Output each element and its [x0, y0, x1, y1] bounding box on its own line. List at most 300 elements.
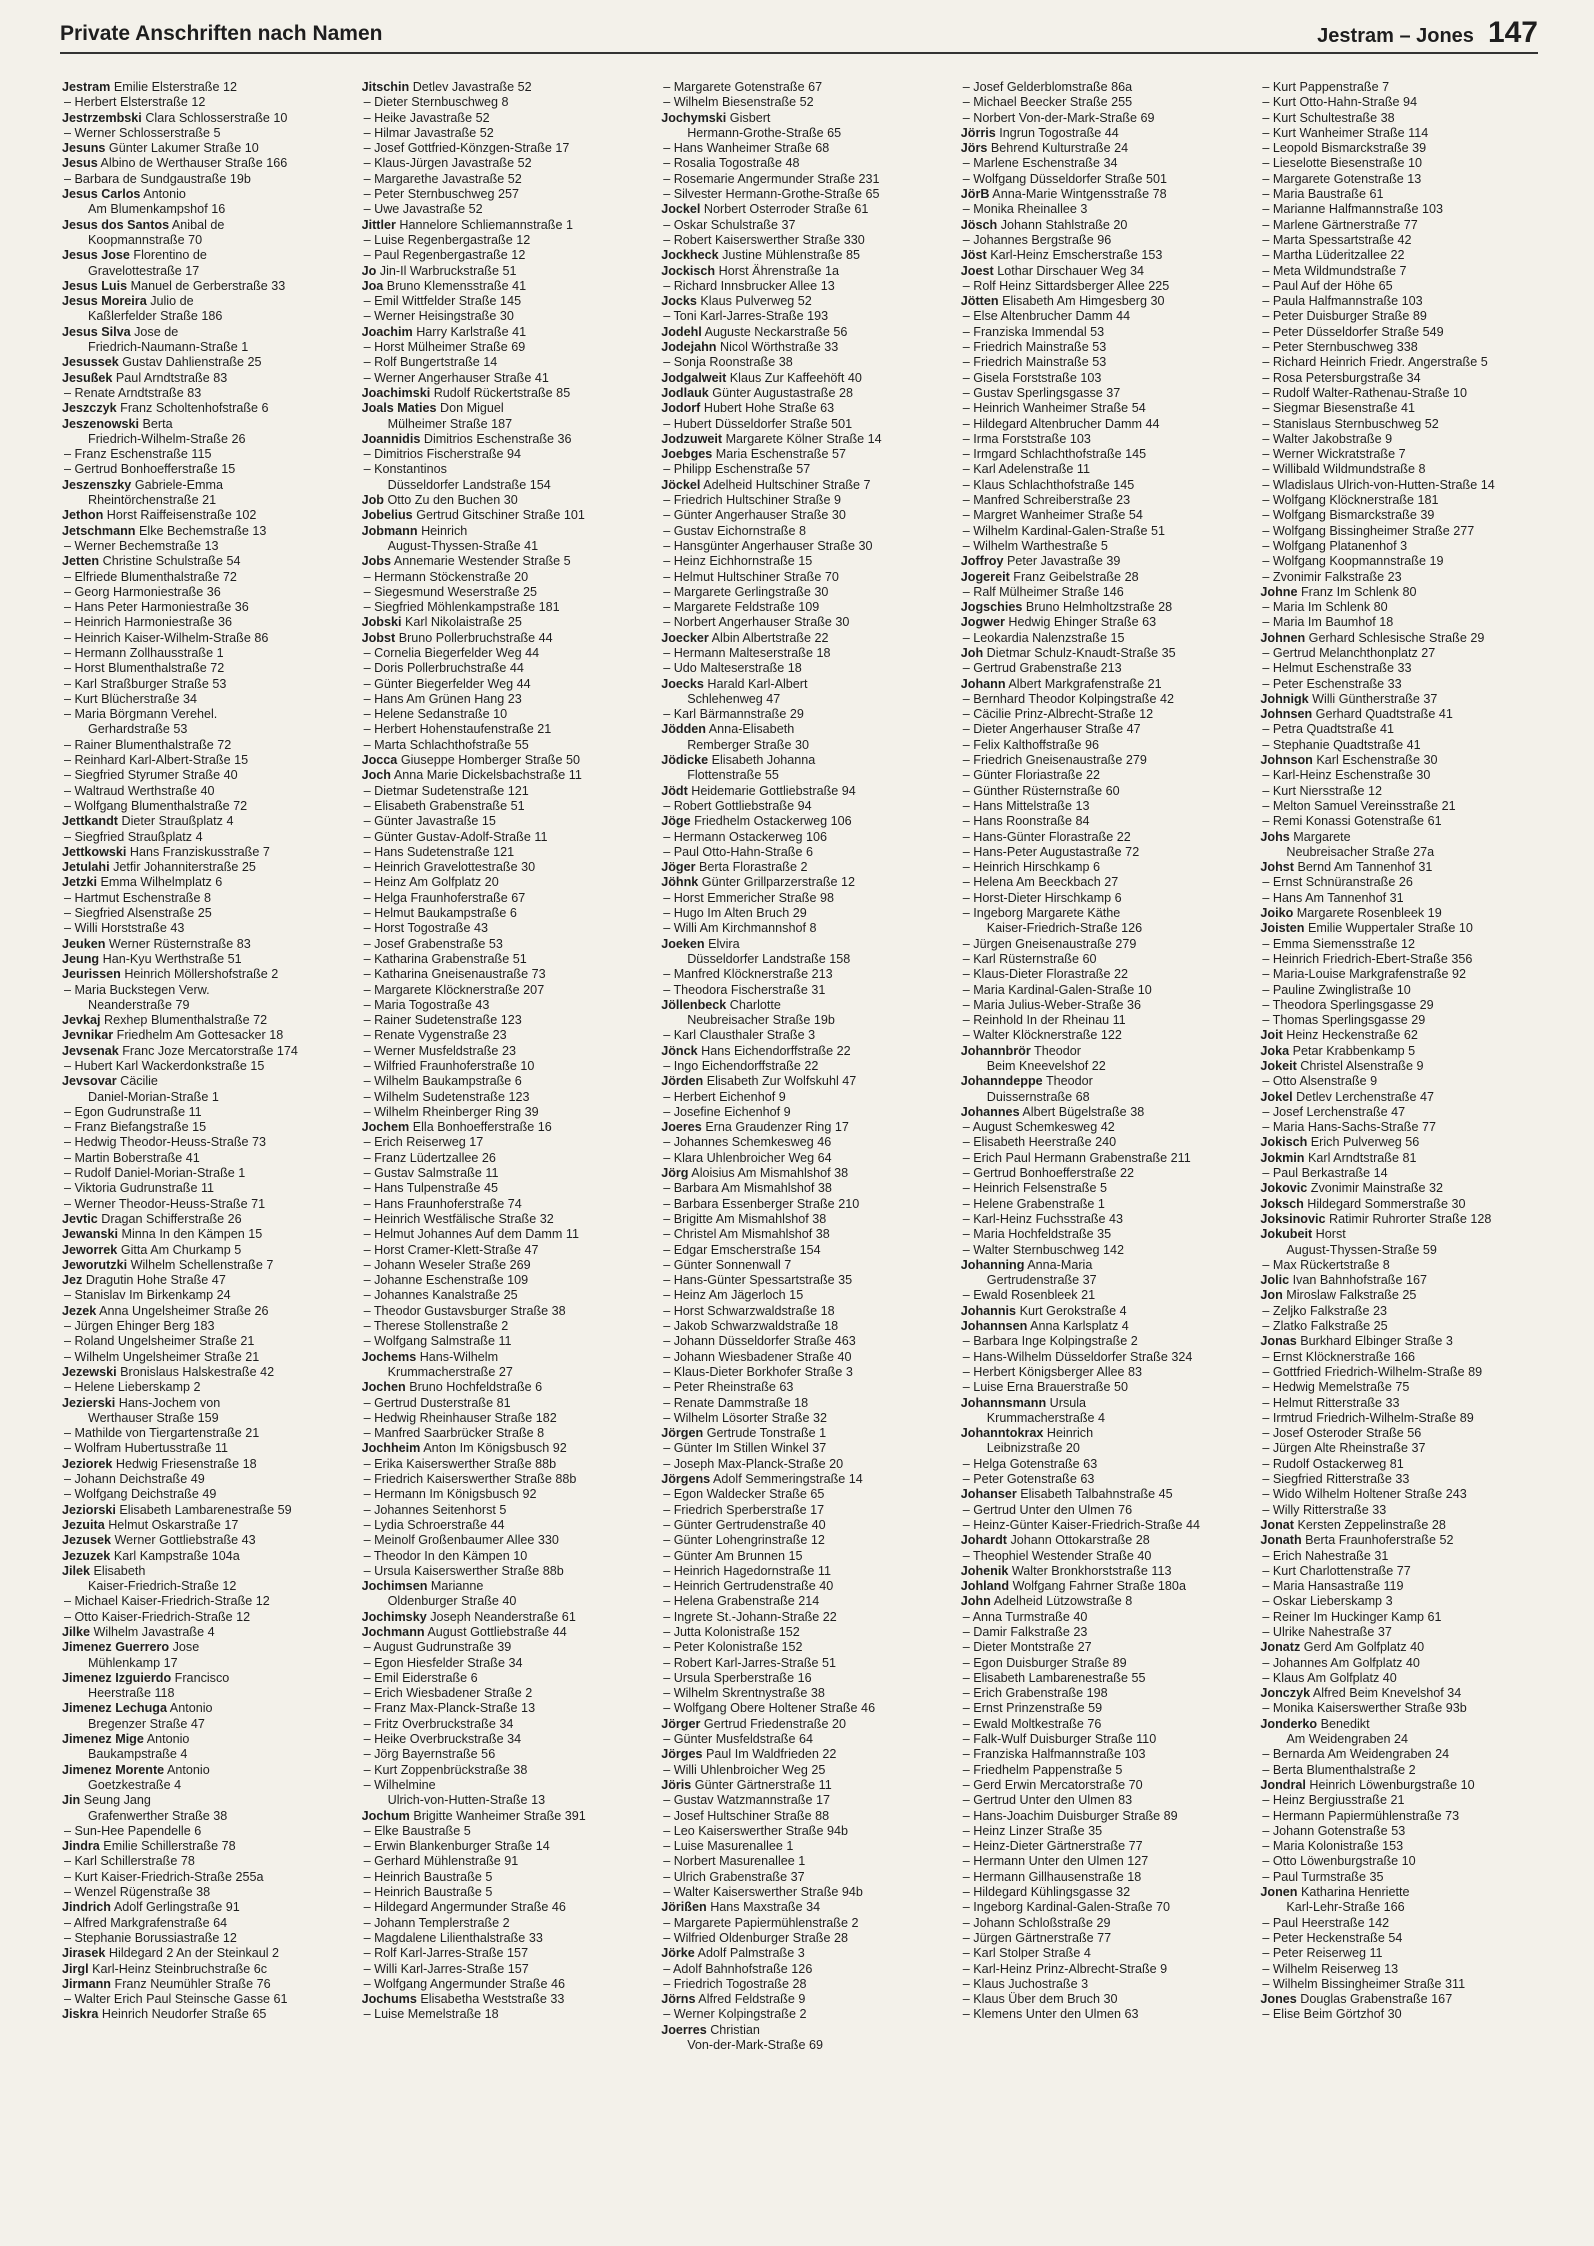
listing-entry: [62, 340, 344, 355]
entry-text: – Friedrich Kaiserswerther Straße 88b: [363, 1472, 577, 1487]
listing-entry: [661, 1656, 943, 1671]
listing-entry: [62, 1151, 344, 1166]
listing-entry: [661, 1028, 943, 1043]
entry-text: – Erich Grabenstraße 198: [962, 1686, 1108, 1701]
listing-entry: [961, 1671, 1243, 1686]
listing-entry: [62, 1380, 344, 1395]
entry-text: – Werner Schlosserstraße 5: [64, 125, 221, 140]
listing-entry: [362, 294, 644, 309]
entry-text: Helmut Oskarstraße 17: [108, 1517, 239, 1532]
listing-entry: [961, 1258, 1243, 1273]
entry-text: – Lydia Schroerstraße 44: [363, 1517, 505, 1532]
listing-entry: [362, 799, 644, 814]
entry-text: – Maria Togostraße 43: [363, 997, 490, 1012]
listing-entry: [1260, 615, 1542, 630]
listing-entry: [1260, 1227, 1542, 1242]
listing-entry: [961, 1701, 1243, 1716]
listing-entry: [961, 1594, 1243, 1609]
listing-entry: [62, 248, 344, 263]
listing-entry: [661, 2023, 943, 2038]
entry-text: – Hermann Stöckenstraße 20: [363, 569, 529, 584]
entry-text: – Ernst Schnüranstraße 26: [1262, 875, 1413, 890]
surname: Jones: [1260, 1992, 1297, 2007]
listing-entry: [362, 1334, 644, 1349]
listing-entry: [1260, 1288, 1542, 1303]
entry-text: Christian: [710, 2022, 760, 2037]
entry-text: – Karl Schillerstraße 78: [64, 1854, 195, 1869]
listing-entry: [961, 1732, 1243, 1747]
listing-entry: [62, 1350, 344, 1365]
listing-entry: [62, 126, 344, 141]
entry-text: Friedhelm Am Gottesacker 18: [116, 1028, 284, 1043]
listing-entry: [961, 1380, 1243, 1395]
listing-entry: [661, 661, 943, 676]
entry-text: Hubert Hohe Straße 63: [703, 401, 835, 416]
entry-text: August-Thyssen-Straße 41: [387, 538, 539, 553]
entry-text: Günter Gärtnerstraße 11: [694, 1777, 832, 1792]
entry-text: Christel Alsenstraße 9: [1300, 1059, 1424, 1073]
entry-text: Gustav Dahlienstraße 25: [122, 355, 262, 370]
listing-entry: [661, 1166, 943, 1181]
entry-text: Franz Neumühler Straße 76: [114, 1976, 271, 1991]
entry-text: – Anna Turmstraße 40: [962, 1609, 1088, 1624]
surname: Jogwer: [960, 615, 1005, 630]
listing-entry: [62, 585, 344, 600]
listing-entry: [661, 1105, 943, 1120]
surname: Jezewski: [62, 1364, 117, 1379]
entry-text: – Peter Duisburger Straße 89: [1262, 309, 1427, 324]
listing-entry: [362, 1946, 644, 1961]
page-number: 147: [1487, 16, 1538, 49]
listing-entry: [362, 218, 644, 233]
surname: Johardt: [960, 1533, 1007, 1548]
surname: Jöckel: [661, 477, 701, 492]
listing-entry: [362, 1992, 644, 2007]
entry-text: Karl Kampstraße 104a: [113, 1548, 240, 1563]
listing-entry: [62, 386, 344, 401]
entry-text: – Norbert Von-der-Mark-Straße 69: [962, 110, 1155, 125]
entry-text: Harry Karlstraße 41: [416, 324, 527, 339]
entry-text: – Klaus-Dieter Borkhofer Straße 3: [663, 1364, 853, 1379]
listing-entry: [661, 1640, 943, 1655]
surname: Jez: [62, 1273, 83, 1288]
listing-entry: [661, 539, 943, 554]
entry-text: – Walter Kaiserswerther Straße 94b: [663, 1885, 863, 1900]
column-2: [362, 80, 644, 2230]
listing-entry: [961, 845, 1243, 860]
surname: Jevsovar: [62, 1074, 117, 1089]
entry-text: – Peter Kolonistraße 152: [663, 1640, 803, 1655]
entry-text: Gertrudenstraße 37: [986, 1273, 1097, 1288]
listing-entry: [62, 891, 344, 906]
entry-text: – Hermann Papiermühlenstraße 73: [1262, 1808, 1460, 1823]
listing-entry: [961, 202, 1243, 217]
listing-entry: [661, 1227, 943, 1242]
listing-entry: [1260, 1962, 1542, 1977]
listing-entry: [1260, 2007, 1542, 2022]
listing-entry: [1260, 1411, 1542, 1426]
entry-text: – Klaus Schlachthofstraße 145: [962, 477, 1135, 492]
listing-entry: [1260, 952, 1542, 967]
listing-entry: [62, 1778, 344, 1793]
listing-entry: [961, 937, 1243, 952]
entry-text: – Hans-Günter Florastraße 22: [962, 829, 1131, 844]
listing-entry: [1260, 156, 1542, 171]
surname: Jirgl: [62, 1961, 89, 1976]
listing-entry: [62, 1885, 344, 1900]
listing-entry: [661, 1870, 943, 1885]
surname: Jocca: [361, 753, 398, 768]
surname: Jilek: [62, 1563, 91, 1578]
entry-text: Düsseldorfer Landstraße 158: [687, 951, 851, 966]
surname: Jörgen: [661, 1426, 704, 1441]
listing-entry: [961, 998, 1243, 1013]
entry-text: Christine Schulstraße 54: [102, 554, 241, 569]
surname: Jönck: [661, 1043, 698, 1058]
surname: Jonat: [1260, 1517, 1294, 1532]
entry-text: – Renate Arndtstraße 83: [64, 385, 202, 400]
listing-entry: [62, 1533, 344, 1548]
listing-entry: [1260, 722, 1542, 737]
listing-entry: [661, 554, 943, 569]
entry-text: Gerhard Schlesische Straße 29: [1308, 630, 1485, 645]
listing-entry: [362, 600, 644, 615]
entry-text: Detlev Lerchenstraße 47: [1296, 1089, 1434, 1104]
entry-text: – Werner Kolpingstraße 2: [663, 2007, 807, 2022]
entry-text: – Erwin Blankenburger Straße 14: [363, 1839, 550, 1854]
listing-entry: [62, 294, 344, 309]
listing-entry: [661, 1809, 943, 1824]
surname: Jesus: [62, 156, 98, 171]
listing-entry: [362, 1487, 644, 1502]
entry-text: – Robert Karl-Jarres-Straße 51: [663, 1655, 837, 1670]
listing-entry: [961, 983, 1243, 998]
entry-text: – Luise Memelstraße 18: [363, 2007, 499, 2022]
entry-text: Gravelottestraße 17: [88, 263, 200, 278]
listing-entry: [661, 1258, 943, 1273]
listing-entry: [1260, 1487, 1542, 1502]
entry-text: – Hubert Karl Wackerdonkstraße 15: [64, 1059, 265, 1073]
listing-entry: [62, 1824, 344, 1839]
listing-entry: [362, 722, 644, 737]
listing-entry: [362, 814, 644, 829]
listing-entry: [362, 1243, 644, 1258]
entry-text: Hedwig Ehinger Straße 63: [1008, 615, 1157, 630]
listing-entry: [362, 493, 644, 508]
surname: Joit: [1260, 1028, 1283, 1043]
listing-entry: [961, 126, 1243, 141]
listing-entry: [362, 875, 644, 890]
entry-text: – Karl Bärmannstraße 29: [663, 707, 804, 722]
surname: Joecks: [661, 676, 704, 691]
listing-entry: [661, 417, 943, 432]
entry-text: – Günter Biegerfelder Weg 44: [363, 676, 531, 691]
surname: Jesuns: [62, 141, 106, 156]
listing-entry: [362, 753, 644, 768]
surname: Jokovic: [1260, 1181, 1308, 1196]
listing-entry: [62, 1579, 344, 1594]
listing-entry: [661, 386, 943, 401]
entry-text: – Michael Kaiser-Friedrich-Straße 12: [64, 1594, 270, 1609]
listing-entry: [961, 524, 1243, 539]
entry-text: – Hermann Malteserstraße 18: [663, 645, 831, 660]
listing-entry: [362, 967, 644, 982]
listing-entry: [62, 478, 344, 493]
listing-entry: [62, 722, 344, 737]
entry-text: – Günter Gustav-Adolf-Straße 11: [363, 829, 548, 844]
entry-text: – Martin Boberstraße 41: [64, 1150, 200, 1165]
entry-text: Bregenzer Straße 47: [88, 1716, 205, 1731]
entry-text: – Wolfgang Blumenthalstraße 72: [64, 798, 248, 813]
entry-text: Heinrich: [1046, 1426, 1094, 1441]
entry-text: Koopmannstraße 70: [88, 232, 203, 247]
listing-entry: [62, 1686, 344, 1701]
listing-entry: [1260, 1839, 1542, 1854]
listing-entry: [961, 1870, 1243, 1885]
listing-entry: [961, 906, 1243, 921]
entry-text: – Gustav Salmstraße 11: [363, 1166, 499, 1181]
listing-entry: [362, 187, 644, 202]
surname: Johenik: [960, 1563, 1009, 1578]
listing-entry: [661, 1181, 943, 1196]
listing-entry: [1260, 570, 1542, 585]
listing-entry: [1260, 401, 1542, 416]
entry-text: – Adolf Bahnhofstraße 126: [663, 1961, 813, 1976]
listing-entry: [362, 156, 644, 171]
listing-entry: [362, 1166, 644, 1181]
entry-text: – Herbert Elsterstraße 12: [64, 95, 206, 110]
entry-text: – Elfriede Blumenthalstraße 72: [64, 569, 237, 584]
listing-entry: [62, 1319, 344, 1334]
listing-entry: [1260, 1273, 1542, 1288]
listing-entry: [1260, 80, 1542, 95]
surname: Jezuzek: [62, 1548, 111, 1563]
listing-entry: [1260, 1885, 1542, 1900]
surname: Jimenez Guerrero: [62, 1640, 170, 1655]
listing-entry: [62, 1977, 344, 1992]
listing-entry: [362, 1151, 644, 1166]
entry-text: Joseph Neanderstraße 61: [430, 1609, 576, 1624]
section-title: Private Anschriften nach Namen: [60, 22, 383, 45]
listing-entry: [62, 1288, 344, 1303]
entry-text: – Johannes Schemkesweg 46: [663, 1135, 832, 1150]
entry-text: – Heinrich Hagedornstraße 11: [663, 1563, 831, 1578]
entry-text: Brigitte Wanheimer Straße 391: [413, 1808, 586, 1823]
surname: Jöllenbeck: [661, 997, 727, 1012]
listing-entry: [1260, 340, 1542, 355]
listing-entry: [961, 1839, 1243, 1854]
listing-entry: [961, 325, 1243, 340]
surname: Jin: [62, 1793, 81, 1808]
entry-text: Han-Kyu Werthstraße 51: [102, 951, 242, 966]
listing-entry: [961, 615, 1243, 630]
entry-text: Krummacherstraße 4: [986, 1410, 1106, 1425]
listing-entry: [961, 1962, 1243, 1977]
listing-entry: [62, 1564, 344, 1579]
listing-entry: [1260, 1197, 1542, 1212]
surname: Jittler: [361, 217, 396, 232]
surname: Joerres: [661, 2022, 707, 2037]
listing-entry: [661, 891, 943, 906]
entry-text: Antonio: [143, 187, 186, 202]
listing-entry: [961, 738, 1243, 753]
entry-text: – Hildegard Angermunder Straße 46: [363, 1900, 566, 1915]
entry-text: Theodor: [1045, 1074, 1093, 1089]
entry-text: Bruno Helmholtzstraße 28: [1025, 600, 1173, 615]
listing-entry: [362, 1059, 644, 1074]
entry-text: – Friedrich Mainstraße 53: [962, 355, 1107, 370]
entry-text: – Siegfried Möhlenkampstraße 181: [363, 600, 560, 615]
entry-text: Lothar Dirschauer Weg 34: [997, 263, 1144, 278]
listing-entry: [62, 1197, 344, 1212]
surname: Jon: [1260, 1288, 1283, 1303]
entry-text: – Emil Wittfelder Straße 145: [363, 294, 522, 309]
entry-text: – Franz Max-Planck-Straße 13: [363, 1701, 536, 1716]
listing-entry: [961, 860, 1243, 875]
entry-text: – Paula Halfmannstraße 103: [1262, 294, 1423, 309]
listing-entry: [1260, 1243, 1542, 1258]
entry-text: – Herbert Königsberger Allee 83: [962, 1364, 1143, 1379]
entry-text: – Wolfgang Platanenhof 3: [1262, 538, 1408, 553]
entry-text: Kersten Zeppelinstraße 28: [1297, 1517, 1446, 1532]
entry-text: Walter Bronkhorststraße 113: [1011, 1563, 1172, 1578]
entry-text: – Marta Spessartstraße 42: [1262, 232, 1412, 247]
listing-entry: [961, 677, 1243, 692]
listing-entry: [1260, 1334, 1542, 1349]
surname: Johland: [960, 1579, 1010, 1594]
entry-text: – Peter Sternbuschweg 257: [363, 187, 520, 202]
entry-text: Neubreisacher Straße 19b: [687, 1013, 835, 1028]
listing-entry: [1260, 1870, 1542, 1885]
entry-text: Hans Maxstraße 34: [710, 1900, 821, 1915]
listing-entry: [961, 1610, 1243, 1625]
entry-text: Julio de: [150, 294, 194, 309]
listing-entry: [1260, 1457, 1542, 1472]
entry-text: – Helena Grabenstraße 214: [663, 1594, 820, 1609]
entry-text: – Johann Deichstraße 49: [64, 1472, 205, 1487]
entry-text: – Katharina Gneisenaustraße 73: [363, 967, 546, 982]
entry-text: – Siegfried Styrumer Straße 40: [64, 768, 238, 783]
listing-entry: [1260, 524, 1542, 539]
surname: Johannis: [960, 1303, 1017, 1318]
listing-entry: [62, 646, 344, 661]
entry-text: August Gottliebstraße 44: [427, 1624, 567, 1639]
listing-entry: [362, 1212, 644, 1227]
entry-text: – Margarete Klöcknerstraße 207: [363, 982, 545, 997]
entry-text: Dietmar Schulz-Knaudt-Straße 35: [986, 645, 1176, 660]
listing-entry: [62, 279, 344, 294]
entry-text: Florentino de: [133, 248, 207, 263]
entry-text: – Johanne Eschenstraße 109: [363, 1273, 529, 1288]
listing-entry: [1260, 279, 1542, 294]
entry-text: – Kurt Schultestraße 38: [1262, 110, 1395, 125]
listing-entry: [661, 294, 943, 309]
listing-entry: [62, 233, 344, 248]
surname: Jevkaj: [62, 1013, 101, 1028]
entry-text: – Franz Lüdertzallee 26: [363, 1150, 496, 1165]
listing-entry: [362, 279, 644, 294]
listing-entry: [961, 1135, 1243, 1150]
entry-text: – Ernst Prinzenstraße 59: [962, 1701, 1103, 1716]
listing-entry: [1260, 1212, 1542, 1227]
entry-text: – Marta Schlachthofstraße 55: [363, 737, 529, 752]
listing-entry: [62, 967, 344, 982]
entry-text: – Paul Heerstraße 142: [1262, 1915, 1390, 1930]
listing-entry: [661, 814, 943, 829]
listing-entry: [961, 967, 1243, 982]
entry-text: – Reiner Im Huckinger Kamp 61: [1262, 1609, 1442, 1624]
entry-text: – Karl-Heinz Fuchsstraße 43: [962, 1211, 1124, 1226]
listing-entry: [362, 1549, 644, 1564]
listing-entry: [661, 1701, 943, 1716]
listing-entry: [661, 1457, 943, 1472]
listing-entry: [362, 906, 644, 921]
listing-entry: [661, 1625, 943, 1640]
entry-text: Gertrud Friedenstraße 20: [703, 1716, 846, 1731]
entry-text: – Siegfried Ritterstraße 33: [1262, 1472, 1410, 1487]
entry-text: Leibnizstraße 20: [986, 1441, 1080, 1456]
listing-entry: [961, 1778, 1243, 1793]
listing-entry: [62, 417, 344, 432]
entry-text: – Erika Kaiserswerther Straße 88b: [363, 1456, 557, 1471]
entry-text: Emilie Schillerstraße 78: [103, 1839, 236, 1854]
listing-entry: [661, 845, 943, 860]
listing-entry: [62, 493, 344, 508]
surname: Jilke: [62, 1624, 91, 1639]
listing-entry: [961, 1151, 1243, 1166]
listing-entry: [1260, 462, 1542, 477]
entry-text: – Hans Am Tannenhof 31: [1262, 890, 1404, 905]
listing-entry: [961, 1197, 1243, 1212]
entry-text: – Martha Lüderitzallee 22: [1262, 248, 1405, 263]
entry-text: – Theodora Sperlingsgasse 29: [1262, 997, 1434, 1012]
surname: Johannsmann: [960, 1395, 1047, 1410]
listing-entry: [961, 1105, 1243, 1120]
surname: Jobs: [361, 554, 391, 569]
entry-text: Anna Karlsplatz 4: [1030, 1319, 1129, 1334]
entry-text: Dragutin Hohe Straße 47: [85, 1273, 226, 1288]
entry-text: Kaßlerfelder Straße 186: [88, 309, 223, 324]
entry-text: Margarete: [1293, 829, 1351, 844]
listing-entry: [62, 1013, 344, 1028]
listing-entry: [961, 1885, 1243, 1900]
entry-text: – Egon Waldecker Straße 65: [663, 1487, 825, 1502]
entry-text: – Maria Hochfeldstraße 35: [962, 1227, 1112, 1242]
listing-entry: [62, 692, 344, 707]
listing-entry: [961, 1549, 1243, 1564]
entry-text: Jin-Il Warbruckstraße 51: [379, 263, 517, 278]
listing-entry: [961, 1747, 1243, 1762]
surname: Jonas: [1260, 1334, 1297, 1349]
entry-text: – Fritz Overbruckstraße 34: [363, 1716, 514, 1731]
listing-entry: [62, 508, 344, 523]
entry-text: – Toni Karl-Jarres-Straße 193: [663, 309, 829, 324]
entry-text: Albin Albertstraße 22: [711, 630, 829, 645]
listing-entry: [62, 1793, 344, 1808]
entry-text: – Franziska Halfmannstraße 103: [962, 1747, 1146, 1762]
surname: Jesus dos Santos: [62, 217, 170, 232]
entry-text: Franc Joze Mercatorstraße 174: [122, 1043, 298, 1058]
entry-text: – Siegesmund Weserstraße 25: [363, 584, 537, 599]
entry-text: – Horst Mülheimer Straße 69: [363, 340, 526, 355]
surname: Jobmann: [361, 523, 418, 538]
listing-entry: [661, 1594, 943, 1609]
surname: Jogschies: [960, 600, 1023, 615]
listing-entry: [362, 447, 644, 462]
listing-entry: [1260, 371, 1542, 386]
entry-text: – Walter Erich Paul Steinsche Gasse 61: [64, 1992, 288, 2007]
entry-text: – Helmut Baukampstraße 6: [363, 906, 517, 921]
